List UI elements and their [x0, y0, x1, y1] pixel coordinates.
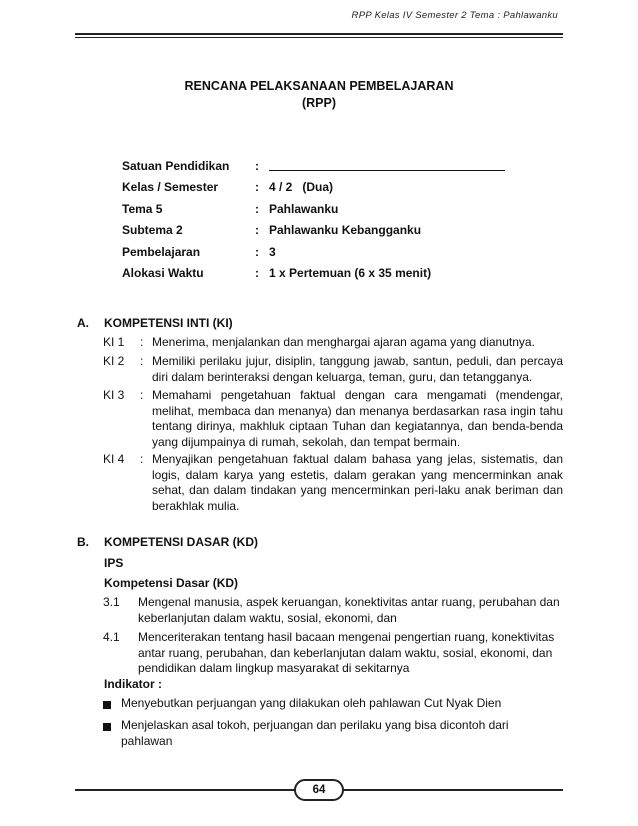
square-bullet-icon — [103, 696, 121, 712]
ki-item — [103, 388, 563, 450]
ki-item — [103, 335, 563, 351]
identity-value: Pahlawanku — [269, 201, 339, 216]
identity-colon: : — [255, 244, 259, 259]
identity-colon: : — [255, 266, 259, 281]
document-subtitle: (RPP) — [301, 96, 337, 110]
document-title: RENCANA PELAKSANAAN PEMBELAJARAN — [184, 79, 454, 93]
kd-item — [103, 630, 563, 677]
ki-colon: : — [140, 452, 144, 466]
kd-heading: Kompetensi Dasar (KD) — [104, 576, 239, 590]
identity-label: Tema 5 — [122, 201, 163, 216]
identity-colon: : — [255, 158, 259, 173]
identity-colon: : — [255, 223, 259, 238]
kd-code: 3.1 — [103, 595, 120, 609]
satuan-pendidikan-blank — [269, 160, 505, 171]
ki-item — [103, 354, 563, 385]
subject-label: IPS — [104, 556, 124, 570]
identity-label: Alokasi Waktu — [122, 266, 204, 281]
identity-value: 3 — [269, 244, 276, 259]
ki-code: KI 2 — [103, 354, 125, 368]
identity-row-pembelajaran — [122, 241, 505, 263]
ki-colon: : — [140, 354, 144, 368]
identity-colon: : — [255, 201, 259, 216]
ki-text: Memiliki perilaku jujur, disiplin, tanggung jawab, santun, peduli, dan percaya diri dalam berinteraksi dengan keluarga, teman, guru, dan tetangganya. — [152, 354, 563, 384]
kd-text: Mengenal manusia, aspek keruangan, konektivitas antar ruang, perubahan dan keberlanjutan dalam waktu, sosial, ekonomi, dan — [138, 595, 560, 625]
square-bullet-icon — [103, 718, 121, 749]
ki-colon: : — [140, 335, 144, 349]
identity-label: Pembelajaran — [122, 244, 201, 259]
identity-row-tema — [122, 198, 505, 220]
section-a-title: KOMPETENSI INTI (KI) — [104, 316, 233, 330]
identity-label: Satuan Pendidikan — [122, 158, 230, 173]
kd-text: Menceriterakan tentang hasil bacaan mengenai pengertian ruang, konektivitas antar ruang, perubahan, dan keberlanjutan dalam waktu, sosial, ekonomi, dan pendidikan dalam lingkup masyarakat di sekitarnya — [138, 630, 555, 676]
ki-text: Menerima, menjalankan dan menghargai ajaran agama yang dianutnya. — [152, 335, 535, 349]
ki-item — [103, 452, 563, 514]
footer-rule-right — [338, 789, 563, 791]
section-a-letter: A. — [77, 316, 89, 330]
ki-code: KI 4 — [103, 452, 125, 466]
ki-text: Menyajikan pengetahuan faktual dalam bahasa yang jelas, sistematis, dan logis, dalam karya yang estetis, dalam gerakan yang mencerminkan anak sehat, dan dalam tindakan yang mencerminkan peri-laku anak beriman dan berakhlak mulia. — [152, 452, 563, 513]
indikator-heading: Indikator : — [104, 677, 163, 691]
header-rule — [75, 33, 563, 38]
section-b-letter: B. — [77, 535, 89, 549]
indicator-item — [103, 696, 563, 712]
identity-row-kelas — [122, 177, 505, 199]
identity-colon: : — [255, 180, 259, 195]
page-number: 64 — [294, 779, 344, 801]
running-header: RPP Kelas IV Semester 2 Tema : Pahlawanku — [351, 10, 558, 21]
indicator-text: Menyebutkan perjuangan yang dilakukan oleh pahlawan Cut Nyak Dien — [121, 696, 502, 710]
footer-rule-left — [75, 789, 297, 791]
indicator-text: Menjelaskan asal tokoh, perjuangan dan perilaku yang bisa dicontoh dari pahlawan — [121, 718, 509, 748]
ki-text: Memahami pengetahuan faktual dengan cara mengamati (mendengar, melihat, membaca dan menanya) dan menanya berdasarkan rasa ingin tahu tentang dirinya, makhluk ciptaan Tuhan dan kegiatannya, dan benda-benda yang dijumpainya di rumah, sekolah, dan tempat bermain. — [152, 388, 563, 449]
ki-colon: : — [140, 388, 144, 402]
identity-value: Pahlawanku Kebangganku — [269, 223, 422, 238]
kd-item — [103, 595, 563, 626]
section-b-title: KOMPETENSI DASAR (KD) — [104, 535, 259, 549]
kd-code: 4.1 — [103, 630, 120, 644]
identity-label: Subtema 2 — [122, 223, 183, 238]
ki-code: KI 1 — [103, 335, 125, 349]
identity-value: 4 / 2 (Dua) — [269, 180, 334, 195]
identity-label: Kelas / Semester — [122, 180, 219, 195]
identity-value: 1 x Pertemuan (6 x 35 menit) — [269, 266, 432, 281]
identity-row-subtema — [122, 220, 505, 242]
identity-row-alokasi — [122, 263, 505, 285]
identity-table — [122, 155, 505, 284]
ki-code: KI 3 — [103, 388, 125, 402]
indicator-item — [103, 718, 563, 749]
identity-row-satuan — [122, 155, 505, 177]
